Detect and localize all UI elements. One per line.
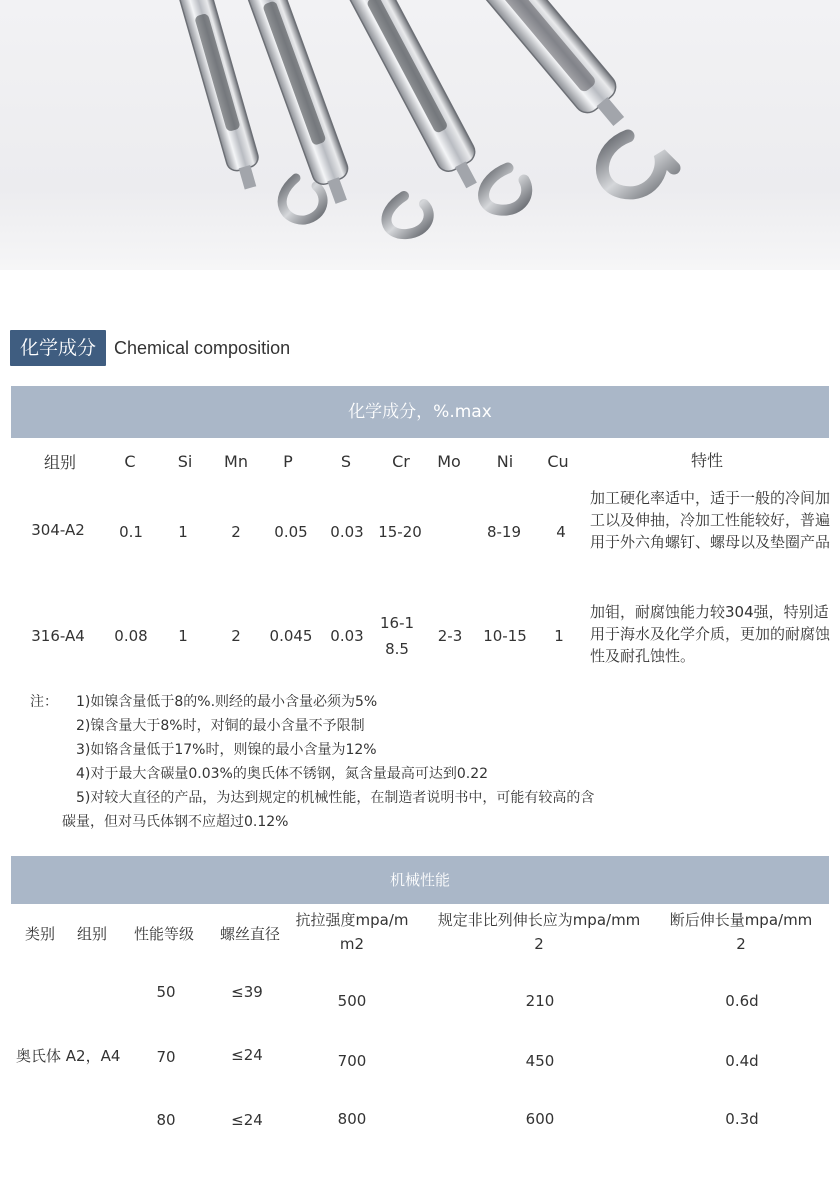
notes-label: 注：: [30, 694, 58, 710]
note-item: 1)如镍含量低于8的%.则经的最小含量必须为5%: [76, 694, 378, 710]
cell-thread: ≤24: [231, 1046, 263, 1064]
col-header-group: 组别: [76, 925, 108, 943]
cell-elongation: 0.3d: [725, 1110, 759, 1128]
cell-tensile: 500: [337, 992, 367, 1010]
cell-yield: 600: [525, 1110, 555, 1128]
note-item-continued: 碳量，但对马氏体钢不应超过0.12%: [62, 814, 289, 830]
note-item: 4)对于最大含碳量0.03%的奥氏体不锈钢，氮含量最高可达到0.22: [76, 766, 489, 782]
col-header-tensile-continued: m2: [339, 935, 365, 953]
cell-c: 0.1: [119, 523, 143, 541]
col-header-thread-diameter: 螺丝直径: [219, 925, 281, 943]
cell-s: 0.03: [330, 523, 364, 541]
col-header-elongation-continued: 2: [736, 935, 746, 953]
note-item: 2)镍含量大于8%时，对铜的最小含量不予限制: [76, 718, 365, 734]
col-header-yield-continued: 2: [534, 935, 544, 953]
cell-property: 加工硬化率适中，适于一般的冷间加工以及伸抽，冷加工性能较好，普遍用于外六角螺钉、螺母以及垫圈产品: [590, 489, 831, 551]
col-header-tensile: 抗拉强度mpa/m: [295, 911, 409, 929]
col-header-mo: Mo: [437, 452, 461, 471]
cell-mn: 2: [231, 627, 241, 645]
note-item: 3)如铬含量低于17%时，则镍的最小含量为12%: [76, 742, 377, 758]
cell-category: 奥氏体 A2，A4: [16, 1047, 121, 1065]
col-header-si: Si: [177, 452, 193, 471]
cell-thread: ≤39: [231, 983, 263, 1001]
cell-grade: 70: [156, 1048, 176, 1066]
chem-table-title: 化学成分，%.max: [11, 386, 829, 438]
col-header-elongation: 断后伸长量mpa/mm: [669, 911, 813, 929]
turnbuckle-illustration: [0, 0, 840, 270]
cell-tensile: 800: [337, 1110, 367, 1128]
col-header-yield: 规定非比列伸长应为mpa/mm: [437, 911, 641, 929]
cell-mo: 2-3: [437, 627, 463, 645]
cell-property: 加钼，耐腐蚀能力较304强，特别适用于海水及化学介质，更加的耐腐蚀性及耐孔蚀性。: [590, 603, 831, 665]
cell-group: 304-A2: [31, 521, 85, 539]
cell-p: 0.045: [269, 627, 313, 645]
col-header-c: C: [124, 452, 136, 471]
cell-cr: 15-20: [378, 523, 422, 541]
cell-si: 1: [178, 627, 188, 645]
section-header: [10, 330, 290, 366]
notes-list: [62, 690, 696, 834]
mech-table-title: 机械性能: [11, 856, 829, 904]
cell-cr-continued: 8.5: [385, 640, 409, 658]
col-header-mn: Mn: [224, 452, 248, 471]
cell-si: 1: [178, 523, 188, 541]
col-header-cu: Cu: [547, 452, 569, 471]
cell-cr: 16-1: [379, 614, 415, 632]
note-item: 5)对较大直径的产品，为达到规定的机械性能，在制造者说明书中，可能有较高的含: [76, 790, 595, 806]
section-title-en: Chemical composition: [114, 337, 291, 358]
cell-elongation: 0.4d: [725, 1052, 759, 1070]
cell-grade: 80: [156, 1111, 176, 1129]
cell-c: 0.08: [114, 627, 148, 645]
col-header-category: 类别: [24, 925, 56, 943]
product-photo: [0, 0, 840, 270]
cell-elongation: 0.6d: [725, 992, 759, 1010]
cell-mn: 2: [231, 523, 241, 541]
cell-thread: ≤24: [231, 1111, 263, 1129]
cell-s: 0.03: [330, 627, 364, 645]
col-header-cr: Cr: [392, 452, 410, 471]
cell-tensile: 700: [337, 1052, 367, 1070]
col-header-ni: Ni: [496, 452, 514, 471]
section-tag: 化学成分: [10, 330, 106, 366]
cell-ni: 10-15: [483, 627, 527, 645]
cell-group: 316-A4: [31, 627, 85, 645]
cell-cu: 4: [556, 523, 566, 541]
cell-ni: 8-19: [486, 523, 522, 541]
col-header-s: S: [340, 452, 352, 471]
cell-grade: 50: [156, 983, 176, 1001]
col-header-grade: 性能等级: [133, 925, 195, 943]
col-header-group: 组别: [43, 453, 77, 472]
cell-yield: 450: [525, 1052, 555, 1070]
col-header-p: P: [283, 452, 293, 471]
col-header-property: 特性: [690, 451, 724, 470]
cell-p: 0.05: [274, 523, 308, 541]
cell-yield: 210: [525, 992, 555, 1010]
cell-cu: 1: [554, 627, 564, 645]
